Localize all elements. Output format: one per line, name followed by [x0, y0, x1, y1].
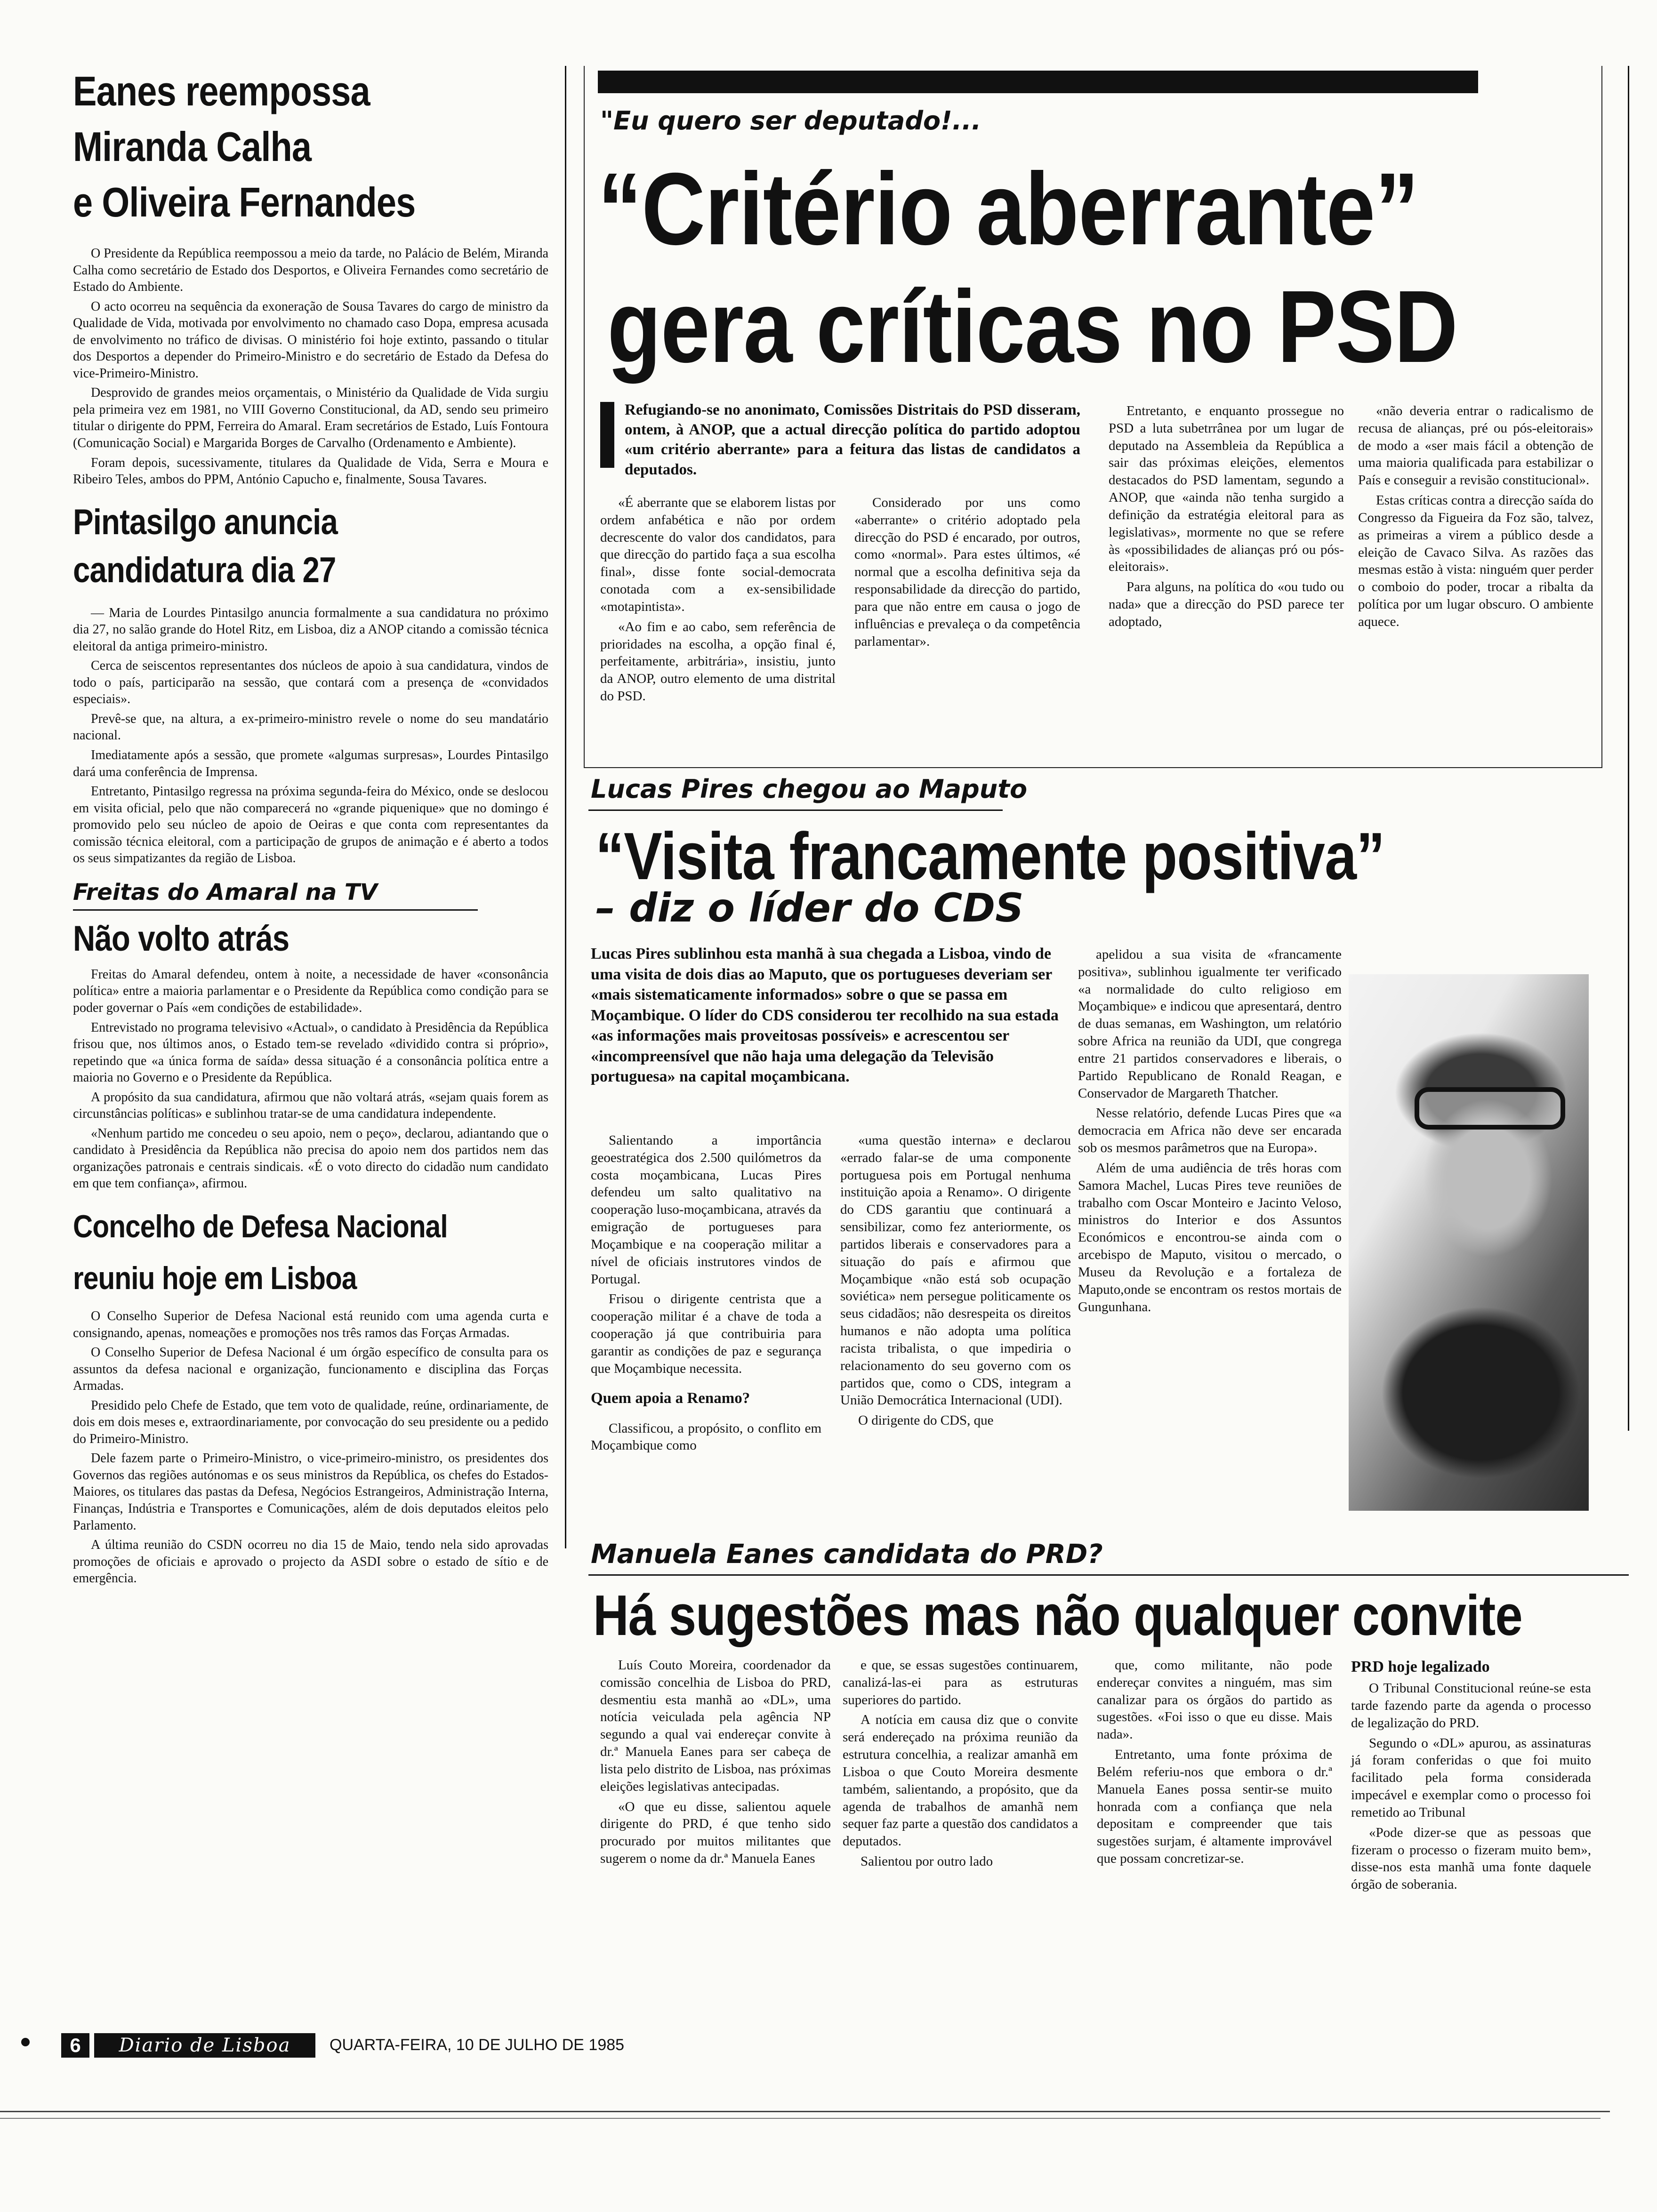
headline-line: candidatura dia 27: [73, 550, 336, 590]
page-number: 6: [61, 2033, 89, 2058]
psd-lead: [600, 400, 1080, 480]
masthead-logo: Diario de Lisboa: [94, 2033, 315, 2058]
paragraph: O Tribunal Constitucional reúne-se esta tarde fazendo parte da agenda o processo de legalização do PRD.: [1351, 1681, 1591, 1731]
paragraph: O acto ocorreu na sequência da exoneração de Sousa Tavares do cargo de ministro da Qualidade de Vida, motivada por envolvimento no chamado caso Dopa, empresa acusada de envolvimento no tráfico de divisas. O ministério foi hoje extinto, passando o titular dos Desportos a depender do Primeiro-Ministro e do secretário de Estado da Defesa do vice-Primeiro-Ministro.: [73, 299, 548, 381]
cds-subhead: – diz o líder do CDS: [595, 885, 1024, 931]
article-freitas: [73, 877, 548, 1192]
kicker-rule: [73, 909, 478, 911]
paragraph: Imediatamente após a sessão, que promete «algumas surpresas», Lourdes Pintasilgo dará uma conferência de Imprensa.: [73, 748, 548, 779]
headline-line: Miranda Calha: [73, 123, 312, 170]
headline-line: e Oliveira Fernandes: [73, 179, 416, 225]
paragraph: «Ao fim e ao cabo, sem referência de prioridades na escolha, a opção final é, perfeitamente, arbitrária», insistiu, junto da ANOP, outro elemento de uma distrital do PSD.: [600, 619, 836, 704]
prd-kicker: Manuela Eanes candidata do PRD?: [591, 1539, 1103, 1570]
headline-line: reuniu hoje em Lisboa: [73, 1260, 357, 1296]
issue-date: QUARTA-FEIRA, 10 DE JULHO DE 1985: [330, 2036, 625, 2054]
paragraph: «O que eu disse, salientou aquele dirigente do PRD, é que tenho sido procurado por muitos militantes que sugerem o nome da dr.ª Manuela Eanes: [600, 1799, 831, 1867]
bullet-mark: [21, 2038, 30, 2046]
psd-kicker: "Eu quero ser deputado!...: [600, 106, 981, 136]
paragraph: Entretanto, e enquanto prossegue no PSD a luta subetrrânea por um lugar de deputado na Assembleia da República a sair das próximas eleições, elementos destacados do PSD lamentam, segundo a ANOP, que «ainda não tenha surgido a definição da estratégia eleitoral para as legislativas», mormente no que se refere às «possibilidades de alianças pró ou pós-eleitorais».: [1109, 403, 1344, 575]
paragraph: Segundo o «DL» apurou, as assinaturas já foram conferidas o que foi muito facilitado pela forma considerada impecável e exemplar como o processo foi remetido ao Tribunal: [1351, 1735, 1591, 1820]
article-eanes: [73, 64, 548, 488]
paragraph: Considerado por uns como «aberrante» o critério adoptado pela direcção do PSD é encarado, por outros, como «normal». Para estes últimos, «é normal que a escolha definitiva seja da responsabilidade da direcção do partido, para que não entre em causa o jogo de influências e prevaleça o da competência parlamentar».: [854, 495, 1080, 649]
scan-edge-line: [0, 2111, 1610, 2112]
paragraph: Para alguns, na política do «ou tudo ou nada» que a direcção do PSD parece ter adoptado,: [1109, 579, 1344, 629]
headline-line: Concelho de Defesa Nacional: [73, 1208, 448, 1244]
psd-headline-line-2: gera críticas no PSD: [607, 270, 1458, 384]
paragraph: — Maria de Lourdes Pintasilgo anuncia formalmente a sua candidatura no próximo dia 27, no salão grande do Hotel Ritz, em Lisboa, diz a ANOP citando a comissão técnica eleitoral da antiga primeiro-ministro.: [73, 605, 548, 654]
prd-sidebar-title: PRD hoje legalizado: [1351, 1658, 1490, 1675]
headline: Não volto atrás: [73, 918, 290, 959]
paragraph: Prevê-se que, na altura, a ex-primeiro-ministro revele o nome do seu mandatário nacional.: [73, 711, 548, 743]
paragraph: Desprovido de grandes meios orçamentais, o Ministério da Qualidade de Vida surgiu pela primeira vez em 1981, no VIII Governo Constitucional, da AD, sendo seu primeiro titular o dirigente do PPM, Ferreira do Amaral. Eram secretários de Estado, Luís Fontoura (Comunicação Social) e Margarida Borges de Carvalho (Ordenamento e Ambiente).: [73, 385, 548, 451]
article-body: [73, 245, 548, 488]
article-pintasilgo: [73, 498, 548, 867]
psd-column-b: [854, 494, 1080, 653]
article-body: [73, 605, 548, 867]
paragraph: Classificou, a propósito, o conflito em Moçambique como: [591, 1420, 821, 1453]
kicker: Freitas do Amaral na TV: [73, 879, 378, 906]
paragraph: Foram depois, sucessivamente, titulares da Qualidade de Vida, Serra e Moura e Ribeiro Teles, ambos do PPM, António Capucho e, finalmente, Sousa Tavares.: [73, 455, 548, 487]
paragraph: «não deveria entrar o radicalismo de recusa de alianças, pré ou pós-eleitorais» de modo a «ser mais fácil a obtenção de uma maioria qualificada para estabilizar o País e conseguir a revisão constitucional».: [1358, 403, 1593, 488]
prd-kicker-rule: [588, 1574, 1629, 1576]
prd-column-b: [843, 1657, 1078, 1873]
headline-line: Pintasilgo anuncia: [73, 502, 338, 542]
article-body: [73, 966, 548, 1192]
psd-column-a: [600, 494, 836, 708]
paragraph: Entretanto, uma fonte próxima de Belém referiu-nos que embora o dr.ª Manuela Eanes possa sentir-se muito honrada com a confiança que nela depositam e compreender que tais sugestões surjam, é altamente improvável que possam concretizar-se.: [1097, 1747, 1332, 1867]
paragraph: Além de uma audiência de três horas com Samora Machel, Lucas Pires teve reuniões de trabalho com Oscar Monteiro e Jacinto Veloso, ministros do Interior e dos Assuntos Económicos e encontrou-se ainda com o arcebispo de Maputo, visitou o mercado, o Museu da Revolução e a fortaleza de Maputo,onde se encontram os restos mortais de Gungunhana.: [1078, 1160, 1342, 1314]
prd-sidebar: [1351, 1657, 1591, 1896]
paragraph: O Conselho Superior de Defesa Nacional é um órgão específico de consulta para os assuntos da defesa nacional e organização, funcionamento e disciplina das Forças Armadas.: [73, 1345, 548, 1394]
footer: [61, 2033, 814, 2060]
article-body: [73, 1308, 548, 1587]
paragraph: O Presidente da República reempossou a meio da tarde, no Palácio de Belém, Miranda Calha como secretário de Estado dos Desportos, e Oliveira Fernandes como secretário de Estado do Ambiente.: [73, 246, 548, 295]
prd-column-a: [600, 1657, 831, 1870]
renamo-subhead: Quem apoia a Renamo?: [591, 1389, 750, 1407]
cds-column-b: [840, 1132, 1071, 1432]
paragraph: O Conselho Superior de Defesa Nacional está reunido com uma agenda curta e consignando, apenas, nomeações e promoções nos três ramos das Forças Armadas.: [73, 1308, 548, 1340]
paragraph: «uma questão interna» e declarou «errado falar-se de uma componente portuguesa pois em Portugal nenhuma instituição apoia a Renamo». O dirigente do CDS garantiu que continuará a sensibilizar, como fez anteriormente, os partidos liberais e conservadores para a situação do país e afirmou que Moçambique «não está sob ocupação soviética» nem persegue politicamente os seus cidadãos; não desrespeita os direitos humanos e não adopta uma política racista tribalista, o que impediria o relacionamento do seu governo com os partidos que, como o CDS, integram a União Democrática Internacional (UDI).: [840, 1133, 1071, 1408]
paragraph: Cerca de seiscentos representantes dos núcleos de apoio à sua candidatura, vindos de todo o país, participarão na sessão, que contará com a presença de «convidados especiais».: [73, 658, 548, 707]
psd-column-d: [1358, 402, 1593, 633]
paragraph: «Nenhum partido me concedeu o seu apoio, nem o peço», declarou, adiantando que o candidato à Presidência da República não precisa do apoio nem dos partidos nem das organizações patronais e centrais sindicais. «É o voto directo do cidadão num candidato em que tem confiança», afirmou.: [73, 1126, 548, 1191]
paragraph: A propósito da sua candidatura, afirmou que não voltará atrás, «sejam quais forem as circunstâncias políticas» e sublinhou tratar-se de uma candidatura independente.: [73, 1090, 548, 1122]
paragraph: Entrevistado no programa televisivo «Actual», o candidato à Presidência da República frisou que, nos últimos anos, o Estado tem-se revelado «dividido contra si próprio», repetindo que «a única forma de saída» dessa situação é a consonância política entre a maioria no Governo e o Presidente da República.: [73, 1020, 548, 1085]
psd-headline-line-1: “Critério aberrante”: [598, 152, 1419, 266]
paragraph: Salientando a importância geoestratégica dos 2.500 quilómetros da costa moçambicana, Lucas Pires defendeu um salto qualitativo na cooperação luso-moçambicana, através da emigração de portugueses para Moçambique e na cooperação militar a nível de oficiais instrutores vindos de Portugal.: [591, 1133, 821, 1287]
column-divider: [565, 66, 566, 1548]
paragraph: «É aberrante que se elaborem listas por ordem anfabética e não por ordem decrescente do valor dos candidatos, para que direcção do partido faça a sua escolha final», disse fonte social-democrata conotada com a ex-sensibilidade «motapintista».: [600, 495, 836, 614]
paragraph: A notícia em causa diz que o convite será endereçado na próxima reunião da estrutura concelhia, a realizar amanhã em Lisboa o que Couto Moreira desmente também, salientando, a propósito, que da agenda de trabalhos de amanhã nem sequer faz parte a questão dos candidatos a deputados.: [843, 1712, 1078, 1849]
paragraph: Frisou o dirigente centrista que a cooperação militar é a chave de toda a cooperação já que contribuiria para garantir as condições de paz e segurança que Moçambique necessita.: [591, 1291, 821, 1376]
paragraph: «Pode dizer-se que as pessoas que fizeram o processo o fizeram muito bem», disse-nos esta manhã uma fonte daquele órgão de soberania.: [1351, 1825, 1591, 1892]
paragraph: Dele fazem parte o Primeiro-Ministro, o vice-primeiro-ministro, os presidentes dos Governos das regiões autónomas e os seus ministros da República, os chefes do Estados-Maiores, os titulares das pastas da Defesa, Negócios Estrangeiros, Administração Interna, Finanças, Indústria e Transportes e Comunicações, além de dois deputados eleitos pelo Parlamento.: [73, 1451, 548, 1533]
drop-cap-bar: [600, 402, 614, 468]
right-edge-rule: [1628, 66, 1629, 1431]
paragraph: apelidou a sua visita de «francamente positiva», sublinhou igualmente ter verificado «a normalidade do culto religioso em Moçambique» e indicou que apresentará, dentro de duas semanas, em Washington, um relatório sobre Africa na reunião da UDI, que congrega entre 21 partidos conservadores e liberais, o Partido Republicano de Ronald Reagan, e Conservador de Margareth Thatcher.: [1078, 947, 1342, 1101]
headline-line: Eanes reempossa: [73, 68, 370, 114]
cds-column-a: [591, 1132, 821, 1457]
psd-lead-text: Refugiando-se no anonimato, Comissões Distritais do PSD disseram, ontem, à ANOP, que a actual direcção política do partido adoptou «um critério aberrante» para a feitura das listas de candidatos a deputados.: [625, 401, 1080, 478]
paragraph: Salientou por outro lado: [861, 1854, 993, 1869]
paragraph: e que, se essas sugestões continuarem, canalizá-las-ei para as estruturas superiores do partido.: [843, 1658, 1078, 1707]
prd-column-c: [1097, 1657, 1332, 1870]
paragraph: O dirigente do CDS, que: [858, 1413, 994, 1428]
paragraph: Presidido pelo Chefe de Estado, que tem voto de qualidade, reúne, ordinariamente, de dois em dois meses e, extraordinariamente, por convocação do seu presidente ou a pedido do Primeiro-Ministro.: [73, 1398, 548, 1446]
paragraph: Estas críticas contra a direcção saída do Congresso da Figueira da Foz são, talvez, as primeiras a virem a público desde a eleição de Cavaco Silva. As razões das mesmas estão à vista: ninguém quer perder o comboio do poder, trocar a ribalta da política por um lugar obscuro. O ambiente aquece.: [1358, 493, 1593, 629]
psd-column-c: [1109, 402, 1344, 633]
paragraph: Entretanto, Pintasilgo regressa na próxima segunda-feira do México, onde se deslocou em visita oficial, pelo que não comparecerá no «grande piquenique» que no domingo é promovido pelo seu núcleo de apoio de Oeiras e que conta com representantes da comissão técnica eleitoral, com a participação de grupos de animação e é aberto a todos os seus simpatizantes da região de Lisboa.: [73, 784, 548, 866]
paragraph: Freitas do Amaral defendeu, ontem à noite, a necessidade de haver «consonância política» entre a maioria parlamentar e o Presidente da República como condição para se poder governar o País «em condições de estabilidade».: [73, 967, 548, 1015]
article-defesa: [73, 1201, 548, 1587]
prd-headline: Há sugestões mas não qualquer convite: [593, 1583, 1522, 1647]
cds-lead: Lucas Pires sublinhou esta manhã à sua chegada a Lisboa, vindo de uma visita de dois dias ao Maputo, que os portugueses deveriam ser «mais sistematicamente informados» sobre o que se passa em Moçambique. O líder do CDS considerou ter recolhido na sua estada «as informações mais proveitosas possíveis» e acrescentou ser «incompreensível que não haja uma delegação da Televisão portuguesa» na capital moçambicana.: [591, 945, 1059, 1086]
paragraph: A última reunião do CSDN ocorreu no dia 15 de Maio, tendo nela sido aprovadas promoções de oficiais e aprovado o projecto da ASDI sobre o estado de sítio e de emergência.: [73, 1538, 548, 1586]
photo-lucas-pires: [1349, 974, 1589, 1511]
scan-edge-line: [0, 2118, 1601, 2119]
paragraph: Luís Couto Moreira, coordenador da comissão concelhia de Lisboa do PRD, desmentiu esta manhã ao «DL», uma notícia veiculada pela agência NP segundo a qual vai endereçar convite à dr.ª Manuela Eanes para ser cabeça de lista pelo distrito de Lisboa, nas próximas eleições legislativas antecipadas.: [600, 1658, 831, 1794]
cds-kicker-rule: [588, 809, 1003, 811]
cds-kicker: Lucas Pires chegou ao Maputo: [591, 774, 1028, 804]
paragraph: Nesse relatório, defende Lucas Pires que «a democracia em Africa não deve ser encarada sob os mesmos parâmetros que na Europa».: [1078, 1106, 1342, 1156]
photo-glasses-shape: [1415, 1087, 1565, 1130]
left-column: [73, 64, 548, 1590]
cds-column-c: [1078, 946, 1342, 1318]
paragraph: que, como militante, não pode endereçar convites a ninguém, mas sim canalizar para os órgãos do partido as sugestões. «Foi isso o que eu disse. Mais nada».: [1097, 1658, 1332, 1742]
cds-headline: “Visita francamente positiva”: [595, 819, 1385, 894]
